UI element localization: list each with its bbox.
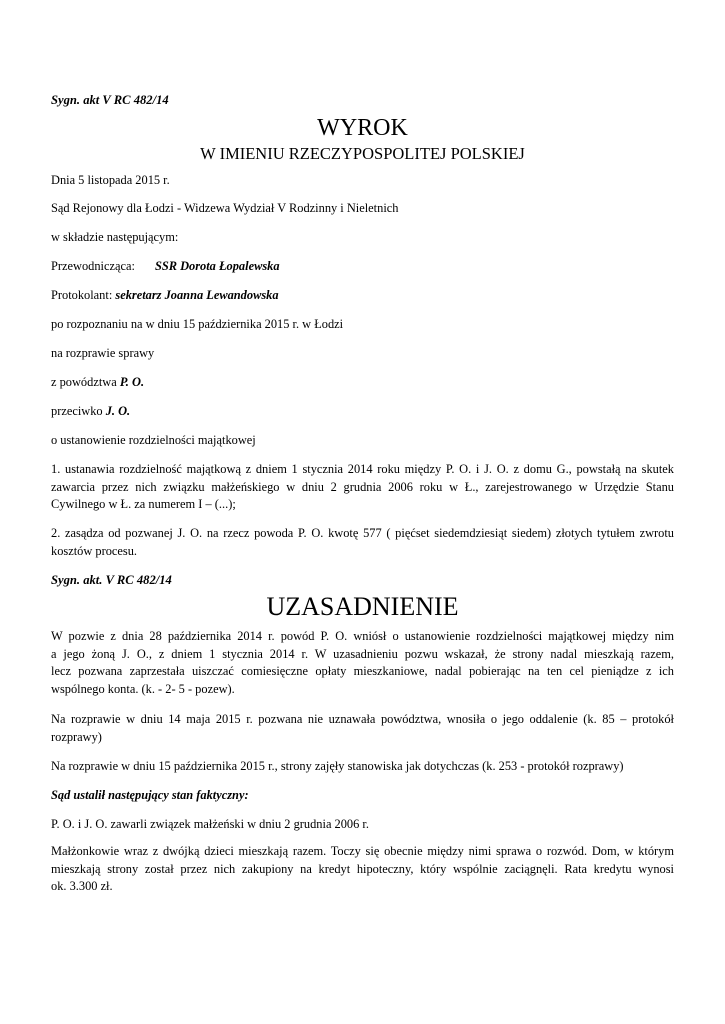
justification-paragraph-5 (51, 843, 674, 896)
verdict-point-1-line: Cywilnego w Ł. za numerem I – (...); (51, 497, 236, 511)
verdict-point-1-line: 1. ustanawia rozdzielność majątkową z dniem 1 stycznia 2014 roku między P. O. i J. O. z domu G., powstałą na skutek (51, 462, 674, 476)
chair-line (51, 259, 280, 274)
defendant-line (51, 404, 130, 419)
clerk-line (51, 288, 279, 303)
paragraph-line: a jego żoną J. O., z dniem 1 stycznia 2014 r. W uzasadnieniu pozwu wskazał, że strony nadal mieszkają razem, (51, 646, 674, 661)
case-signature: Sygn. akt V RC 482/14 (51, 93, 169, 107)
verdict-title: WYROK (317, 115, 408, 141)
justification-signature: Sygn. akt. V RC 482/14 (51, 573, 172, 587)
justification-paragraph-3: Na rozprawie w dniu 15 października 2015 r., strony zajęły stanowiska jak dotychczas (k. 253 - protokół rozprawy) (51, 759, 624, 773)
plaintiff-line (51, 375, 144, 390)
plaintiff-name: P. O. (119, 375, 145, 389)
facts-heading: Sąd ustalił następujący stan faktyczny: (51, 788, 249, 802)
paragraph-line: Małżonkowie wraz z dwójką dzieci mieszkają razem. Toczy się obecnie między nimi sprawa o rozwód. Dom, w którym (51, 844, 674, 858)
justification-paragraph-4: P. O. i J. O. zawarli związek małżeński w dniu 2 grudnia 2006 r. (51, 817, 369, 831)
paragraph-line: ok. 3.300 zł. (51, 879, 113, 893)
verdict-point-1-line: zawarcia przez nich związku małżeńskiego w dniu 2 grudnia 2006 roku w Ł., zarejestrowanego w Urzędzie Stanu (51, 479, 674, 494)
paragraph-line: W pozwie z dnia 28 października 2014 r. powód P. O. wniósł o ustanowienie rozdzielności majątkowej między nim (51, 629, 674, 643)
chair-name: SSR Dorota Łopalewska (154, 259, 280, 273)
verdict-point-2-line: 2. zasądza od pozwanej J. O. na rzecz powoda P. O. kwotę 577 ( pięćset siedemdziesiąt siedem) złotych tytułem zwrotu (51, 526, 674, 540)
verdict-point-2-line: kosztów procesu. (51, 543, 138, 558)
case-subject: o ustanowienie rozdzielności majątkowej (51, 433, 256, 447)
hearing-line: po rozpoznaniu na w dniu 15 października 2015 r. w Łodzi (51, 317, 344, 331)
chair-label: Przewodnicząca: (51, 259, 135, 273)
verdict-point-1 (51, 461, 674, 514)
justification-paragraph-1 (51, 628, 674, 698)
paragraph-line: Na rozprawie w dniu 14 maja 2015 r. pozwana nie uznawała powództwa, wnosiła o jego oddalenie (k. 85 – protokół (51, 712, 674, 726)
verdict-point-2 (51, 525, 674, 560)
justification-paragraph-2 (51, 711, 674, 746)
court-name: Sąd Rejonowy dla Łodzi - Widzewa Wydział V Rodzinny i Nieletnich (51, 201, 399, 215)
defendant-name: J. O. (105, 404, 131, 418)
clerk-label: Protokolant: (51, 288, 113, 302)
paragraph-line: lecz pozwana zaprzestała uiszczać comiesięczne opłaty mieszkaniowe, nadal pobierając na ten cel pieniądze z ich (51, 664, 674, 678)
plaintiff-label: z powództwa (51, 375, 117, 389)
composition-line: w składzie następującym: (51, 230, 179, 244)
paragraph-line: rozprawy) (51, 729, 102, 744)
paragraph-line: mieszkają strony został przez nich zakupiony na kredyt hipoteczny, który wspólnie zaciągnęli. Rata kredytu wynosi (51, 861, 674, 876)
verdict-date: Dnia 5 listopada 2015 r. (51, 173, 170, 187)
justification-title: UZASADNIENIE (266, 592, 459, 621)
verdict-subtitle: W IMIENIU RZECZYPOSPOLITEJ POLSKIEJ (200, 144, 525, 163)
clerk-name: sekretarz Joanna Lewandowska (115, 288, 279, 302)
defendant-label: przeciwko (51, 404, 103, 418)
paragraph-line: wspólnego konta. (k. - 2- 5 - pozew). (51, 681, 235, 696)
hearing-line-2: na rozprawie sprawy (51, 346, 155, 360)
